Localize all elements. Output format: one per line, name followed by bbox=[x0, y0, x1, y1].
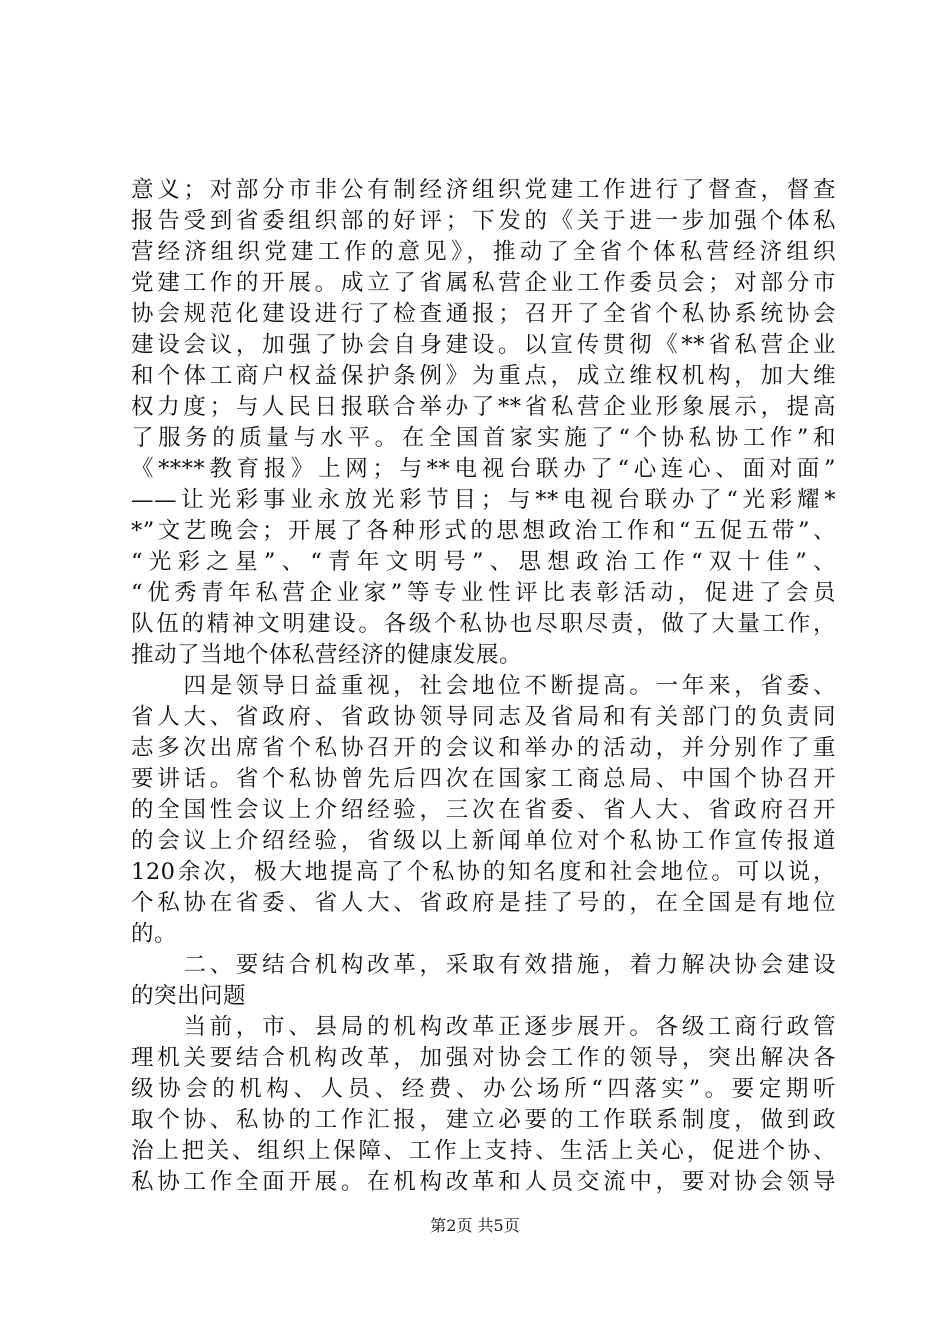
text-line: 建设会议，加强了协会自身建设。以宣传贯彻《**省私营企业 bbox=[131, 332, 836, 358]
text-line: 党建工作的开展。成立了省属私营企业工作委员会；对部分市 bbox=[131, 270, 836, 296]
text-line: “优秀青年私营企业家”等专业性评比表彰活动，促进了会员 bbox=[131, 580, 836, 606]
text-line: “光彩之星”、“青年文明号”、思想政治工作“双十佳”、 bbox=[131, 549, 836, 575]
text-line: 级协会的机构、人员、经费、办公场所“四落实”。要定期听 bbox=[131, 1076, 836, 1102]
text-line: 要讲话。省个私协曾先后四次在国家工商总局、中国个协召开 bbox=[131, 766, 836, 792]
text-line: 四是领导日益重视，社会地位不断提高。一年来，省委、 bbox=[131, 673, 836, 699]
text-line: 意义；对部分市非公有制经济组织党建工作进行了督查，督查 bbox=[131, 177, 836, 203]
page-number: 第2页 共5页 bbox=[430, 1216, 520, 1235]
text-line: 理机关要结合机构改革，加强对协会工作的领导，突出解决各 bbox=[131, 1045, 836, 1071]
text-line: 的会议上介绍经验，省级以上新闻单位对个私协工作宣传报道 bbox=[131, 828, 836, 854]
text-line: 的全国性会议上介绍经验，三次在省委、省人大、省政府召开 bbox=[131, 797, 836, 823]
text-line: 营经济组织党建工作的意见》，推动了全省个体私营经济组织 bbox=[131, 239, 836, 265]
text-line: 个私协在省委、省人大、省政府是挂了号的，在全国是有地位 bbox=[131, 890, 836, 916]
text-line: 《****教育报》上网；与**电视台联办了“心连心、面对面” bbox=[131, 456, 836, 482]
text-line: *”文艺晚会；开展了各种形式的思想政治工作和“五促五带”、 bbox=[131, 518, 836, 544]
text-line: 120余次，极大地提高了个私协的知名度和社会地位。可以说， bbox=[131, 859, 836, 885]
text-line: 志多次出席省个私协召开的会议和举办的活动，并分别作了重 bbox=[131, 735, 836, 761]
document-body bbox=[131, 175, 836, 1198]
page-footer bbox=[0, 1216, 950, 1236]
text-line: 队伍的精神文明建设。各级个私协也尽职尽责，做了大量工作， bbox=[131, 611, 836, 637]
text-line: 协会规范化建设进行了检查通报；召开了全省个私协系统协会 bbox=[131, 301, 836, 327]
text-line: 权力度；与人民日报联合举办了**省私营企业形象展示，提高 bbox=[131, 394, 836, 420]
text-line: 治上把关、组织上保障、工作上支持、生活上关心，促进个协、 bbox=[131, 1138, 836, 1164]
section-heading-line: 二、要结合机构改革，采取有效措施，着力解决协会建设 bbox=[131, 952, 836, 978]
text-line: 私协工作全面开展。在机构改革和人员交流中，要对协会领导 bbox=[131, 1169, 836, 1195]
text-line: 了服务的质量与水平。在全国首家实施了“个协私协工作”和 bbox=[131, 425, 836, 451]
text-line: 报告受到省委组织部的好评；下发的《关于进一步加强个体私 bbox=[131, 208, 836, 234]
text-line: 推动了当地个体私营经济的健康发展。 bbox=[131, 642, 523, 668]
section-heading-line: 的突出问题 bbox=[131, 983, 247, 1009]
text-line: ——让光彩事业永放光彩节目；与**电视台联办了“光彩耀* bbox=[131, 487, 836, 513]
text-line: 的。 bbox=[131, 921, 178, 947]
text-line: 取个协、私协的工作汇报，建立必要的工作联系制度，做到政 bbox=[131, 1107, 836, 1133]
text-line: 省人大、省政府、省政协领导同志及省局和有关部门的负责同 bbox=[131, 704, 836, 730]
text-line: 和个体工商户权益保护条例》为重点，成立维权机构，加大维 bbox=[131, 363, 836, 389]
text-line: 当前，市、县局的机构改革正逐步展开。各级工商行政管 bbox=[131, 1014, 836, 1040]
